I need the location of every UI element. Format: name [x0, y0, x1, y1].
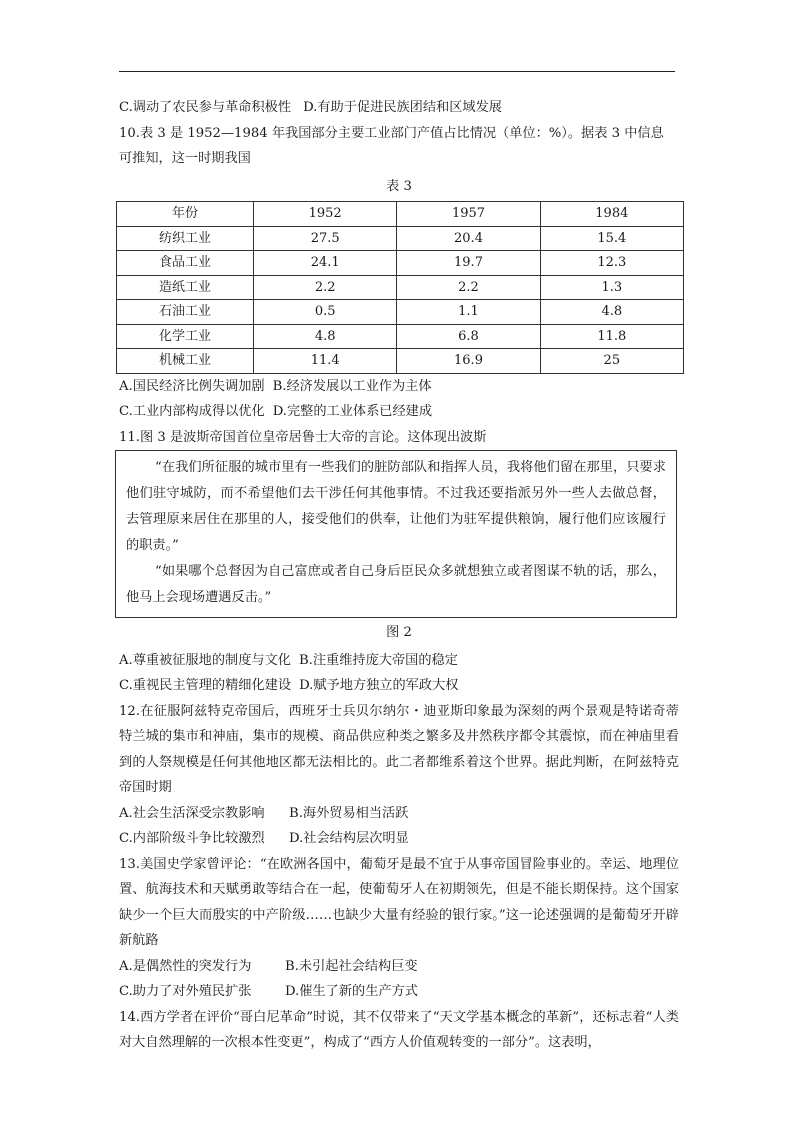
q10-table-caption: 表 3 [386, 178, 412, 194]
q12-stem: 12.在征服阿兹特克帝国后，西班牙士兵贝尔纳尔・迪亚斯印象最为深刻的两个景观是特诺奇蒂特兰城的集市和神庙，集市的规模、商品供应种类之繁多及井然秩序都令其震惊，而在神庙里看到的人祭规模是任何其他地区都无法相比的。此二者都维系着这个世界。据此判断，在阿兹特克帝国时期 [119, 703, 679, 795]
table-row [117, 300, 684, 325]
q14-stem: 14.西方学者在评价“哥白尼革命”时说，其不仅带来了“天文学基本概念的革新”，还标志着“人类对大自然理解的一次根本性变更”，构成了“西方人价值观转变的一部分”。这表明， [119, 1009, 679, 1050]
table-cell: 27.5 [254, 226, 397, 251]
table-cell: 2.2 [397, 275, 540, 300]
q11-quote-paragraph-1: “在我们所征服的城市里有一些我们的脏防部队和指挥人员，我将他们留在那里，只要求他们驻守城防，而不希望他们去干涉任何其他事情。不过我还要指派另外一些人去做总督，去管理原来居住在那里的人，接受他们的供奉，让他们为驻军提供粮饷，履行他们应该履行的职责。” [126, 460, 666, 553]
q10-stem-line1: 10.表 3 是 1952—1984 年我国部分主要工业部门产值占比情况（单位：%）。据表 3 中信息 [119, 125, 664, 141]
q11-quote-box [115, 450, 677, 618]
table-cell: 4.8 [254, 324, 397, 349]
table-cell: 11.4 [254, 349, 397, 374]
q10-option-c: C.工业内部构成得以优化 [119, 404, 265, 419]
q11-option-d: D.赋予地方独立的军政大权 [299, 678, 459, 693]
table-header-row [117, 202, 684, 227]
q12-option-b: B.海外贸易相当活跃 [289, 805, 409, 821]
q9-option-c: C.调动了农民参与革命积极性 [119, 100, 292, 115]
q10-options-ab [119, 374, 679, 400]
q13-option-b: B.未引起社会结构巨变 [285, 958, 418, 974]
table-header-cell: 1984 [540, 202, 683, 227]
table-cell: 1.3 [540, 275, 683, 300]
q12-option-c: C.内部阶级斗争比较激烈 [119, 831, 265, 846]
table-row [117, 275, 684, 300]
table-cell: 12.3 [540, 251, 683, 276]
q12-options-ab [119, 801, 679, 827]
table-cell: 24.1 [254, 251, 397, 276]
table-cell: 20.4 [397, 226, 540, 251]
table-cell: 机械工业 [117, 349, 254, 374]
table-cell: 0.5 [254, 300, 397, 325]
q10-option-a: A.国民经济比例失调加剧 [119, 378, 265, 394]
table-cell: 2.2 [254, 275, 397, 300]
q12-option-d: D.社会结构层次明显 [289, 831, 409, 846]
q11-options-cd [119, 673, 679, 699]
q11-option-a: A.尊重被征服地的制度与文化 [119, 652, 291, 668]
q11-options-ab [119, 648, 679, 674]
q12-option-a: A.社会生活深受宗教影响 [119, 805, 265, 821]
table-cell: 食品工业 [117, 251, 254, 276]
q11-option-b: B.注重维持庞大帝国的稳定 [298, 652, 458, 668]
table-cell: 石油工业 [117, 300, 254, 325]
q13-stem: 13.美国史学家曾评论：“在欧洲各国中，葡萄牙是最不宜于从事帝国冒险事业的。幸运、地理位置、航海技术和天赋勇敢等结合在一起，使葡萄牙人在初期领先，但是不能长期保持。这个国家缺少一个巨大而殷实的中产阶级……也缺少大量有经验的银行家。”这一论述强调的是葡萄牙开辟新航路 [119, 856, 679, 948]
q10-option-d: D.完整的工业体系已经建成 [272, 404, 433, 419]
table-cell: 4.8 [540, 300, 683, 325]
table-header-cell: 年份 [117, 202, 254, 227]
q11-stem: 11.图 3 是波斯帝国首位皇帝居鲁士大帝的言论。这体现出波斯 [119, 429, 487, 445]
table-row [117, 324, 684, 349]
q13-option-a: A.是偶然性的突发行为 [119, 958, 252, 974]
table-cell: 纺织工业 [117, 226, 254, 251]
header-rule [119, 71, 675, 72]
page-content [119, 95, 679, 1056]
q13-option-d: D.催生了新的生产方式 [285, 984, 418, 999]
table-row [117, 226, 684, 251]
q13-options-ab [119, 954, 679, 980]
table-header-cell: 1952 [254, 202, 397, 227]
q13-options-cd [119, 979, 679, 1005]
q10-stem-line2: 可推知，这一时期我国 [119, 151, 251, 166]
table-cell: 11.8 [540, 324, 683, 349]
table-cell: 化学工业 [117, 324, 254, 349]
industry-output-table [116, 201, 684, 374]
q10-option-b: B.经济发展以工业作为主体 [272, 378, 432, 394]
q12-options-cd [119, 826, 679, 852]
q13-option-c: C.助力了对外殖民扩张 [119, 984, 252, 999]
q11-option-c: C.重视民主管理的精细化建设 [119, 678, 292, 693]
table-cell: 造纸工业 [117, 275, 254, 300]
table-cell: 19.7 [397, 251, 540, 276]
table-row [117, 251, 684, 276]
table-cell: 1.1 [397, 300, 540, 325]
q10-options-cd [119, 399, 679, 425]
q9-options [119, 95, 679, 121]
table-header-cell: 1957 [397, 202, 540, 227]
q9-option-d: D.有助于促进民族团结和区域发展 [303, 100, 502, 115]
q11-quote-paragraph-2: “如果哪个总督因为自己富庶或者自己身后臣民众多就想独立或者图谋不轨的话，那么，他马上会现场遭遇反击。” [126, 564, 666, 605]
table-cell: 15.4 [540, 226, 683, 251]
table-cell: 6.8 [397, 324, 540, 349]
table-cell: 16.9 [397, 349, 540, 374]
q11-figure-caption: 图 2 [386, 625, 412, 640]
table-row [117, 349, 684, 374]
table-cell: 25 [540, 349, 683, 374]
